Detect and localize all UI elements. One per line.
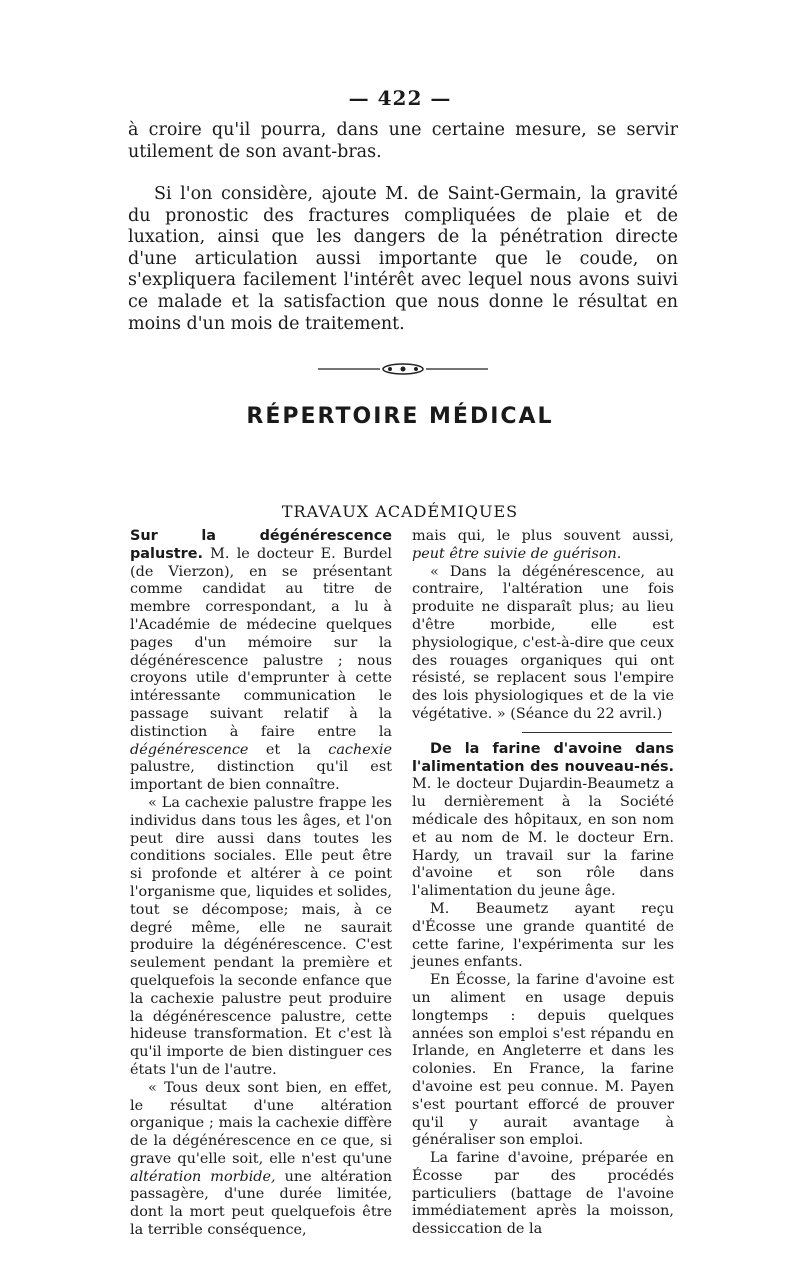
article1-p1-text-b: et la	[248, 741, 329, 758]
article2-paragraph-2: M. Beaumetz ayant reçu d'Écosse une grande quantité de cette farine, l'expérimenta sur les jeunes enfants.	[412, 900, 674, 971]
intro-paragraph-2	[128, 184, 678, 335]
article1-heading: Sur la dégénérescence palustre.	[130, 528, 392, 562]
article1-paragraph-3-continued	[412, 528, 674, 564]
article1-paragraph-2: « La cachexie palustre frappe les individus dans tous les âges, et l'on peut dire aussi dans toutes les conditions sociales. Elle peut être si profonde et altérer à ce point l'organisme que, liquides et solides, tout se décompose; mais, à ce degré même, elle ne saurait produire la dégénérescence. C'est seulement pendant la première et quelquefois la seconde enfance que la cachexie palustre peut produire la dégénérescence palustre, cette hideuse transformation. Et c'est là qu'il importe de bien distinguer ces états l'un de l'autre.	[130, 794, 392, 1078]
article2-heading: De la farine d'avoine dans l'alimentation des nouveau-nés.	[412, 740, 674, 775]
intro-paragraph-1	[128, 120, 678, 163]
article1-p1-italic-1: dégénérescence	[130, 741, 249, 758]
article1-p3-cont-italic: peut être suivie de guérison.	[412, 545, 622, 562]
page-number: — 422 —	[348, 86, 452, 110]
article1-p3-text-a: « Tous deux sont bien, en effet, le résultat d'une altération organique ; mais la cachexie diffère de la dégénérescence en ce que, si grave qu'elle soit, elle n'est qu'une	[130, 1079, 392, 1167]
subsection-title: TRAVAUX ACADÉMIQUES	[281, 502, 519, 521]
right-column	[412, 528, 674, 1239]
left-column	[130, 528, 392, 1240]
article2-paragraph-3: En Écosse, la farine d'avoine est un aliment en usage depuis longtemps : depuis quelques années son emploi s'est répandu en Irlande, en Angleterre et dans les colonies. En France, la farine d'avoine est peu connue. M. Payen s'est pourtant efforcé de prouver qu'il y aurait avantage à généraliser son emploi.	[412, 972, 674, 1149]
intro-text-1: à croire qu'il pourra, dans une certaine mesure, se servir utilement de son avant-bras.	[128, 120, 678, 162]
intro-text-2: Si l'on considère, ajoute M. de Saint-Germain, la gravité du pronostic des fractures compliquées de plaie et de luxation, ainsi que les dangers de la pénétration directe d'une articulation aussi importante que le coude, on s'expliquera facilement l'intérêt avec lequel nous avons suivi ce malade et la satisfaction que nous donne le résultat en moins d'un mois de traitement.	[128, 184, 678, 334]
article1-p1-text-a: M. le docteur E. Burdel (de Vierzon), en se présentant comme candidat au titre de membre correspondant, a lu à l'Académie de médecine quelques pages d'un mémoire sur la dégénérescence palustre ; nous croyons utile d'emprunter à cette intéressante communication le passage suivant relatif à la distinction à faire entre la	[130, 545, 392, 740]
article2-paragraph-4: La farine d'avoine, préparée en Écosse par des procédés particuliers (battage de l'avoine immédiatement après la moisson, dessiccation de la	[412, 1150, 674, 1238]
article1-p3-cont-text: mais qui, le plus souvent aussi,	[412, 528, 674, 544]
article1-paragraph-1	[130, 528, 392, 795]
article1-p1-text-c: palustre, distinction qu'il est important de bien connaître.	[130, 759, 392, 794]
section-title: RÉPERTOIRE MÉDICAL	[246, 404, 554, 429]
article2-paragraph-1	[412, 741, 674, 901]
article1-paragraph-4: « Dans la dégénérescence, au contraire, l'altération une fois produite ne disparaît plus; au lieu d'être morbide, elle est physiologique, c'est-à-dire que ceux des rouages organiques qui ont résisté, se replacent sous l'empire des lois physiologiques et de la vie végétative. » (Séance du 22 avril.)	[412, 563, 674, 722]
article2-p1-text: M. le docteur Dujardin-Beaumetz a lu dernièrement à la Société médicale des hôpitaux, en son nom et au nom de M. le docteur Ern. Hardy, un travail sur la farine d'avoine et son rôle dans l'alimentation du jeune âge.	[412, 776, 674, 900]
article1-p3-italic: altération morbide,	[130, 1168, 276, 1185]
article1-p1-italic-2: cachexie	[328, 741, 392, 758]
article-divider	[522, 732, 672, 733]
article1-paragraph-3	[130, 1080, 392, 1240]
article1-p3-text-b: une altération passagère, d'une durée limitée, dont la mort peut quelquefois être la terrible conséquence,	[130, 1168, 392, 1239]
ornament-divider	[318, 363, 488, 375]
